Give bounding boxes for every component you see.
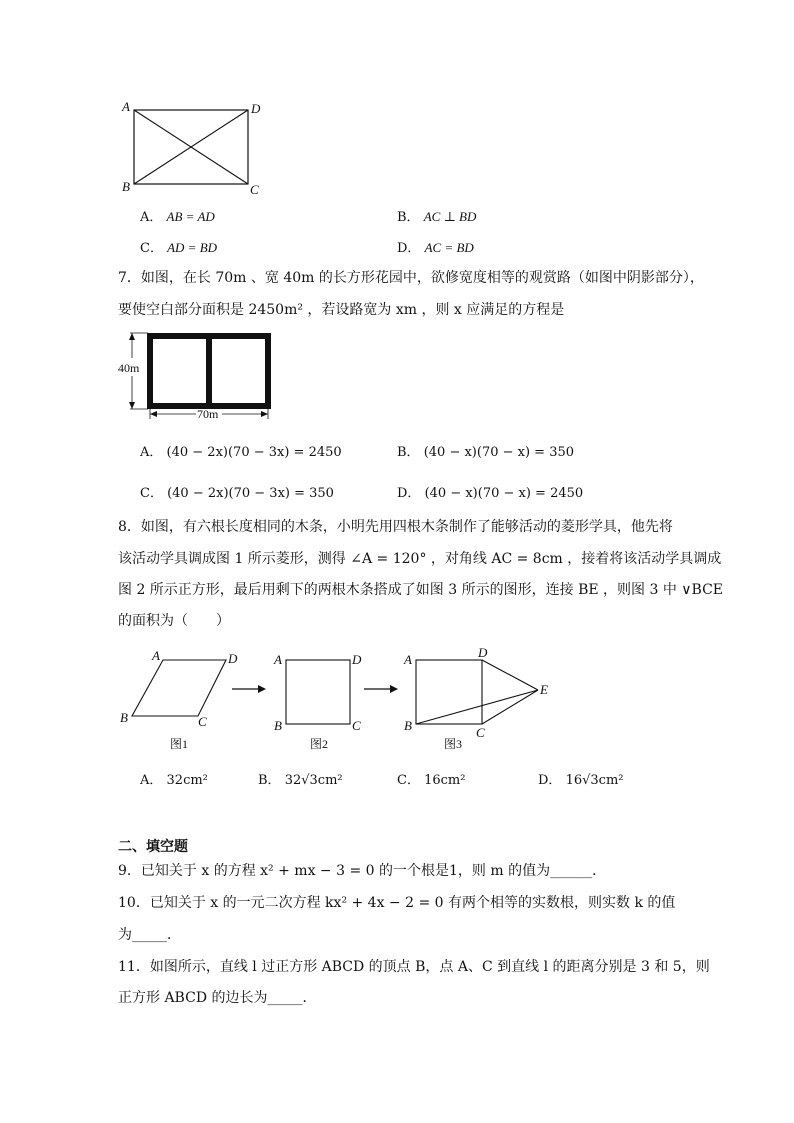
option-letter: A．: [140, 773, 163, 788]
option-text: (40 − x)(70 − x) = 2450: [424, 486, 584, 501]
option-text: AC ⊥ BD: [423, 209, 477, 224]
q8-fig3-label-d: D: [478, 645, 488, 660]
q8-option-b[interactable]: [258, 769, 343, 788]
q9-text: 9．已知关于 x 的方程 x² + mx − 3 = 0 的一个根是1，则 m 的值为______．: [118, 863, 607, 879]
q6-option-a[interactable]: [140, 206, 215, 225]
q6-option-b[interactable]: [397, 206, 476, 225]
option-letter: C．: [140, 486, 163, 501]
option-text: 32cm²: [166, 773, 208, 788]
section-title: 二、填空题: [118, 839, 188, 855]
q7-option-b[interactable]: [397, 441, 574, 460]
option-letter: B．: [258, 773, 281, 788]
q8-figure-1: [118, 648, 238, 751]
q7-option-c[interactable]: [140, 482, 334, 501]
q8-option-d[interactable]: [538, 769, 624, 788]
q11-line1: 11．如图所示，直线 l 过正方形 ABCD 的顶点 B，点 A、C 到直线 l 的距离分别是 3 和 5，则: [118, 959, 710, 975]
q8-fig1-label-d: D: [228, 651, 238, 666]
arrow-right-icon: [232, 684, 268, 694]
q11-line2: 正方形 ABCD 的边长为_____．: [118, 990, 317, 1006]
option-text: (40 − 2x)(70 − 3x) = 2450: [166, 445, 342, 460]
q6-option-c[interactable]: [140, 237, 217, 256]
q10-line1: 10．已知关于 x 的一元二次方程 kx² + 4x − 2 = 0 有两个相等的实数根，则实数 k 的值: [118, 895, 676, 911]
option-letter: D．: [538, 773, 562, 788]
q8-figure-3: [402, 645, 562, 751]
option-text: AC = BD: [424, 240, 474, 255]
option-text: AD = BD: [167, 240, 218, 255]
q7-line1: 7．如图，在长 70m 、宽 40m 的长方形花园中，欲修宽度相等的观赏路（如图中阴影部分），: [118, 270, 704, 286]
q6-label-b: B: [122, 179, 130, 194]
option-text: 32√3cm²: [284, 773, 343, 788]
option-text: 16cm²: [424, 773, 466, 788]
q8-line3: 图 2 所示正方形，最后用剩下的两根木条搭成了如图 3 所示的图形，连接 BE ，则图 3 中 ∨BCE: [118, 582, 724, 598]
option-text: (40 − x)(70 − x) = 350: [423, 445, 575, 460]
q8-fig2-label-c: C: [352, 718, 361, 733]
q8-fig3-caption: 图3: [444, 737, 463, 751]
q7-option-a[interactable]: [140, 441, 342, 460]
q8-fig2-caption: 图2: [310, 737, 329, 751]
option-letter: B．: [397, 210, 420, 225]
option-letter: C．: [397, 773, 420, 788]
q10-line2: 为_____．: [118, 927, 181, 943]
option-letter: A．: [140, 210, 163, 225]
q8-fig1-caption: 图1: [170, 737, 189, 751]
option-letter: B．: [397, 445, 420, 460]
q8-fig1-label-c: C: [198, 714, 207, 729]
q8-fig1-label-b: B: [120, 710, 128, 725]
q8-fig2-label-b: B: [274, 718, 282, 733]
q8-line4: 的面积为（ ）: [118, 613, 230, 629]
option-letter: D．: [397, 241, 421, 256]
option-text: (40 − 2x)(70 − 3x) = 350: [167, 486, 334, 501]
q8-fig3-label-b: B: [404, 718, 412, 733]
q8-line2: 该活动学具调成图 1 所示菱形，测得 ∠A = 120° ，对角线 AC = 8cm ，接着将该活动学具调成: [118, 551, 722, 567]
q8-fig3-label-e: E: [540, 682, 548, 697]
q6-label-c: C: [250, 182, 259, 197]
option-text: AB = AD: [166, 209, 215, 224]
option-letter: D．: [397, 486, 421, 501]
q8-fig2-label-a: A: [274, 652, 282, 667]
q8-figure-2: [272, 648, 372, 751]
option-letter: A．: [140, 445, 163, 460]
q7-option-d[interactable]: [397, 482, 583, 501]
q7-figure: [118, 328, 278, 423]
q8-fig3-label-a: A: [404, 652, 412, 667]
q6-figure: [118, 98, 268, 198]
q6-option-d[interactable]: [397, 237, 474, 256]
q7-line2: 要使空白部分面积是 2450m² ，若设路宽为 xm ，则 x 应满足的方程是: [118, 302, 565, 318]
q8-option-a[interactable]: [140, 769, 208, 788]
q8-fig3-label-c: C: [476, 725, 485, 740]
option-letter: C．: [140, 241, 163, 256]
q8-fig1-label-a: A: [152, 648, 160, 663]
q6-label-a: A: [122, 99, 130, 114]
q7-height-label: 40m: [118, 361, 140, 375]
q8-fig2-label-d: D: [352, 652, 362, 667]
q8-option-c[interactable]: [397, 769, 465, 788]
q6-label-d: D: [251, 101, 261, 116]
q8-line1: 8．如图，有六根长度相同的木条，小明先用四根木条制作了能够活动的菱形学具，他先将: [118, 519, 673, 535]
option-text: 16√3cm²: [565, 773, 624, 788]
q7-width-label: 70m: [197, 407, 219, 421]
